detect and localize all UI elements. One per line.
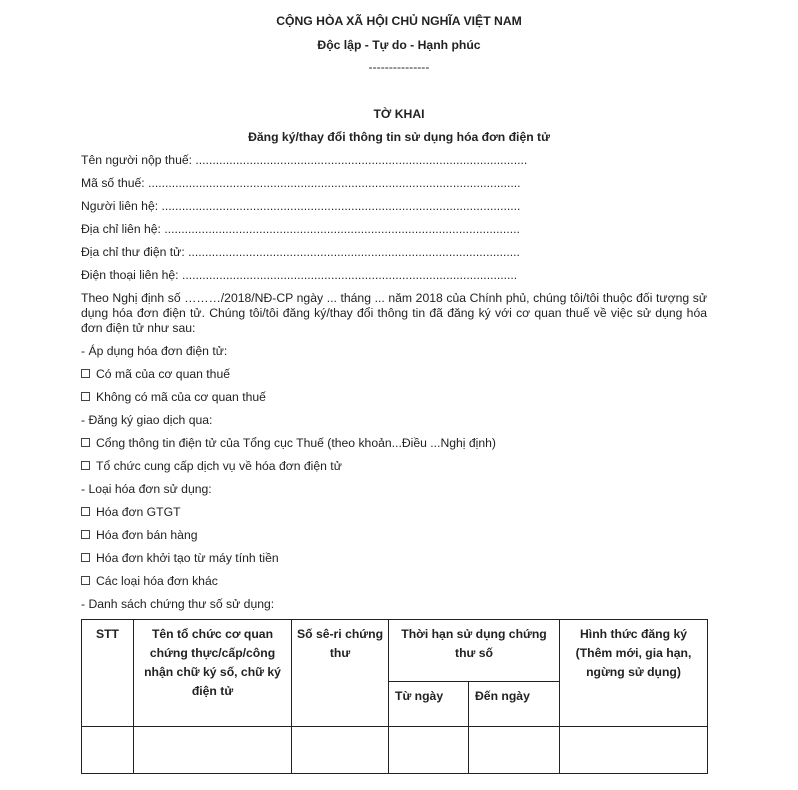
option-label: Không có mã của cơ quan thuế <box>96 390 266 404</box>
certificate-table <box>81 619 708 774</box>
checkbox-icon[interactable] <box>81 530 90 539</box>
phone-field: Điện thoại liên hệ: ................................................................................................... <box>81 268 518 282</box>
option-label: Hóa đơn GTGT <box>96 505 181 519</box>
option-other[interactable] <box>81 574 218 588</box>
email-field: Địa chỉ thư điện tử: .................................................................................................. <box>81 245 520 259</box>
checkbox-icon[interactable] <box>81 461 90 470</box>
option-cash-register[interactable] <box>81 551 279 565</box>
table-cell[interactable] <box>560 727 708 774</box>
contact-person-field: Người liên hệ: .......................................................................................................... <box>81 199 521 213</box>
table-cell[interactable] <box>389 727 469 774</box>
contact-address-field: Địa chỉ liên hệ: ......................................................................................................... <box>81 222 520 236</box>
option-label: Hóa đơn bán hàng <box>96 528 198 542</box>
option-portal[interactable] <box>81 436 496 450</box>
intro-paragraph: Theo Nghị định số ………/2018/NĐ-CP ngày ... tháng ... năm 2018 của Chính phủ, chúng tôi/tôi thuộc đối tượng sử dụng hóa đơn điện tử. Chúng tôi/tôi đăng ký/thay đổi thông tin đã đăng ký với cơ quan thuế về việc sử dụng hóa đơn điện tử như sau: <box>81 291 707 335</box>
table-row <box>82 727 708 774</box>
header-registration-form: Hình thức đăng ký (Thêm mới, gia hạn, ngừng sử dụng) <box>560 620 708 727</box>
motto: Độc lập - Tự do - Hạnh phúc <box>317 38 481 52</box>
option-sales[interactable] <box>81 528 198 542</box>
header-to-date: Đến ngày <box>469 682 560 727</box>
table-cell[interactable] <box>469 727 560 774</box>
transaction-heading: - Đăng ký giao dịch qua: <box>81 413 213 427</box>
header-stt: STT <box>82 620 134 727</box>
apply-heading: - Áp dụng hóa đơn điện tử: <box>81 344 228 358</box>
option-with-code[interactable] <box>81 367 230 381</box>
checkbox-icon[interactable] <box>81 507 90 516</box>
option-label: Có mã của cơ quan thuế <box>96 367 231 381</box>
header-validity: Thời hạn sử dụng chứng thư số <box>389 620 560 682</box>
nation-heading: CỘNG HÒA XÃ HỘI CHỦ NGHĨA VIỆT NAM <box>276 14 522 28</box>
header-divider: --------------- <box>368 60 430 74</box>
cert-list-heading: - Danh sách chứng thư số sử dụng: <box>81 597 275 611</box>
option-without-code[interactable] <box>81 390 266 404</box>
option-label: Các loại hóa đơn khác <box>96 574 218 588</box>
option-vat[interactable] <box>81 505 181 519</box>
form-subtitle: Đăng ký/thay đổi thông tin sử dụng hóa đơn điện tử <box>248 130 550 144</box>
tax-code-field: Mã số thuế: .............................................................................................................. <box>81 176 521 190</box>
option-label: Hóa đơn khởi tạo từ máy tính tiền <box>96 551 279 565</box>
table-cell[interactable] <box>292 727 389 774</box>
form-title: TỜ KHAI <box>373 107 425 121</box>
checkbox-icon[interactable] <box>81 392 90 401</box>
option-label: Tổ chức cung cấp dịch vụ về hóa đơn điện tử <box>96 459 342 473</box>
table-cell[interactable] <box>134 727 292 774</box>
invoice-type-heading: - Loại hóa đơn sử dụng: <box>81 482 212 496</box>
table-cell[interactable] <box>82 727 134 774</box>
checkbox-icon[interactable] <box>81 576 90 585</box>
taxpayer-name-field: Tên người nộp thuế: .................................................................................................. <box>81 153 528 167</box>
header-organization: Tên tổ chức cơ quan chứng thực/cấp/công nhận chữ ký số, chữ ký điện tử <box>134 620 292 727</box>
checkbox-icon[interactable] <box>81 438 90 447</box>
option-provider[interactable] <box>81 459 342 473</box>
header-from-date: Từ ngày <box>389 682 469 727</box>
checkbox-icon[interactable] <box>81 553 90 562</box>
option-label: Cổng thông tin điện tử của Tổng cục Thuế (theo khoản...Điều ...Nghị định) <box>96 436 496 450</box>
header-serial: Số sê-ri chứng thư <box>292 620 389 727</box>
checkbox-icon[interactable] <box>81 369 90 378</box>
